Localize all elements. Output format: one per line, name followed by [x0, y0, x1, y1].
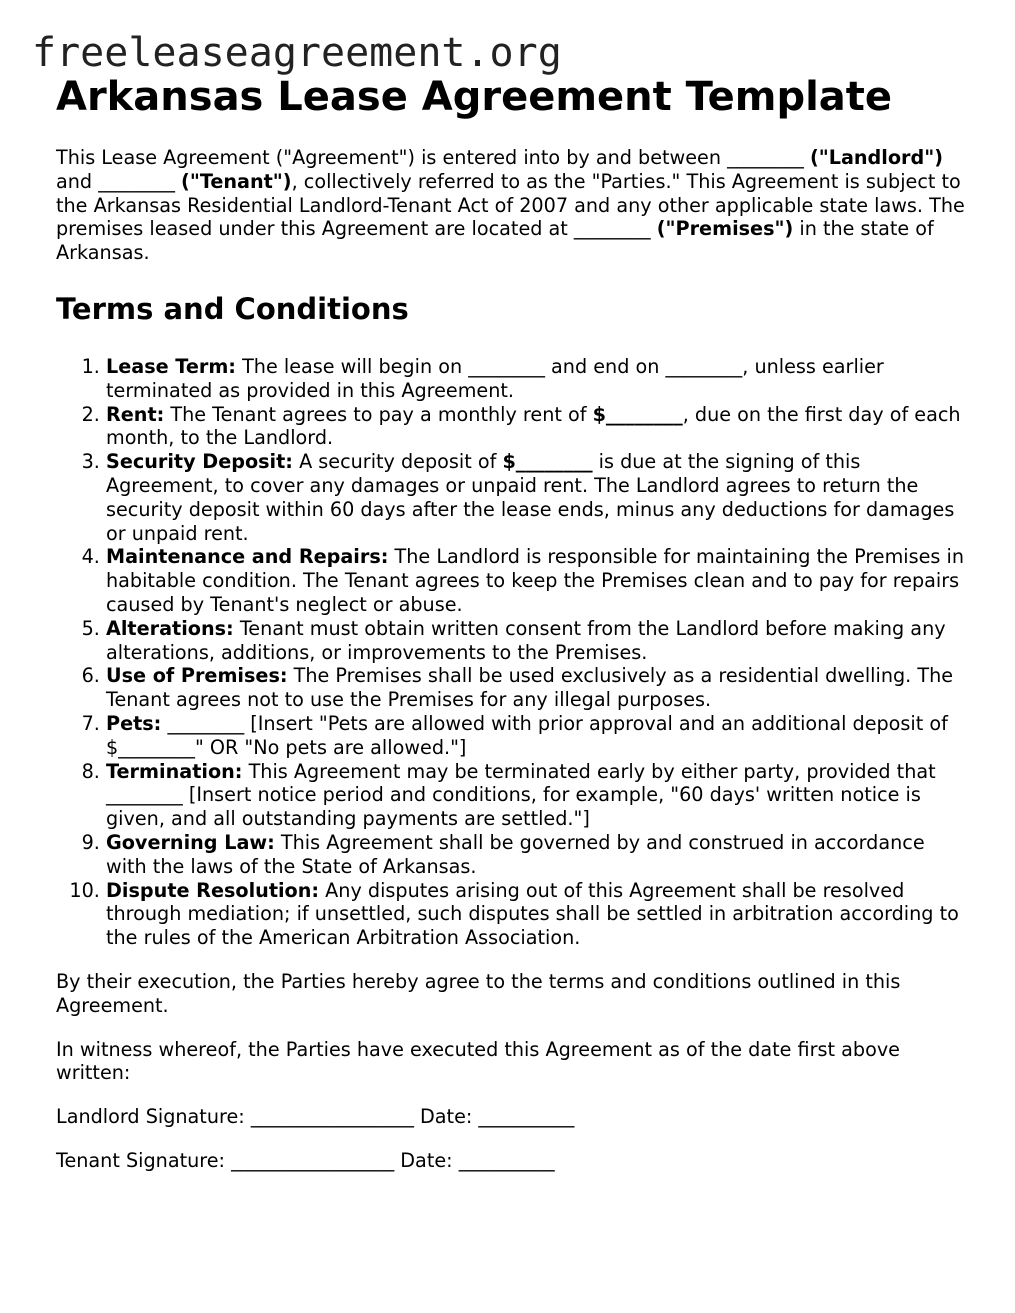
- term-text: The lease will begin on ________ and end on ________, unless earlier terminated as provided in this Agreement.: [106, 354, 884, 402]
- term-text: A security deposit of: [292, 450, 503, 474]
- term-label: Lease Term:: [106, 354, 236, 378]
- term-label: Alterations:: [106, 616, 234, 640]
- document-body: [56, 72, 966, 1173]
- term-alterations: [106, 617, 966, 665]
- term-label: Security Deposit:: [106, 450, 293, 474]
- intro-paragraph: [56, 146, 966, 265]
- term-text: Tenant must obtain written consent from the Landlord before making any alterations, additions, or improvements to the Premises.: [106, 616, 946, 664]
- deposit-amount-blank: $________: [502, 450, 593, 474]
- terms-heading: Terms and Conditions: [56, 291, 409, 326]
- term-text-continued: , due on the first day of each month, to the Landlord.: [106, 402, 961, 450]
- term-text: ________ [Insert "Pets are allowed with prior approval and an additional deposit of $________" OR "No pets are allowed."]: [106, 711, 948, 759]
- term-termination: [106, 760, 966, 831]
- term-label: Termination:: [106, 759, 243, 783]
- term-label: Dispute Resolution:: [106, 878, 320, 902]
- landlord-term: ("Landlord"): [809, 146, 944, 169]
- intro-text-3: , collectively referred to as the "Parties." This Agreement is subject to the Arkansas Residential Landlord-Tenant Act of 2007 and any other applicable state laws. The premises leased under this Agreement are located at ________: [56, 169, 965, 241]
- terms-list: [56, 355, 966, 950]
- witness-paragraph: In witness whereof, the Parties have executed this Agreement as of the date first above written:: [56, 1037, 900, 1085]
- term-label: Use of Premises:: [106, 664, 288, 688]
- term-pets: [106, 712, 966, 760]
- site-watermark: freeleaseagreement.org: [32, 30, 562, 76]
- term-text: The Landlord is responsible for maintaining the Premises in habitable condition. The Tenant agrees to keep the Premises clean and to pay for repairs caused by Tenant's neglect or abuse.: [106, 545, 964, 616]
- term-label: Maintenance and Repairs:: [106, 545, 389, 569]
- term-text: Any disputes arising out of this Agreement shall be resolved through mediation; if unsettled, such disputes shall be settled in arbitration according to the rules of the American Arbitration Association.: [106, 878, 959, 950]
- term-dispute-resolution: [106, 879, 966, 950]
- term-governing-law: [106, 831, 966, 879]
- rent-amount-blank: $________: [592, 402, 683, 426]
- term-use-of-premises: [106, 664, 966, 712]
- term-text-continued: is due at the signing of this Agreement, to cover any damages or unpaid rent. The Landlord agrees to return the security deposit within 60 days after the lease ends, minus any deductions for damages or unpaid rent.: [106, 450, 955, 545]
- term-lease-term: [106, 355, 966, 403]
- closing-paragraph: By their execution, the Parties hereby agree to the terms and conditions outlined in this Agreement.: [56, 969, 901, 1017]
- term-text: The Tenant agrees to pay a monthly rent of: [164, 402, 593, 426]
- term-text: This Agreement may be terminated early by either party, provided that ________ [Insert notice period and conditions, for example, "60 days' written notice is given, and all outstanding payments are settled."]: [106, 759, 936, 831]
- term-maintenance: [106, 545, 966, 616]
- term-label: Governing Law:: [106, 830, 275, 854]
- term-text: The Premises shall be used exclusively as a residential dwelling. The Tenant agrees not to use the Premises for any illegal purposes.: [106, 664, 954, 712]
- term-label: Rent:: [106, 402, 165, 426]
- premises-term: ("Premises"): [656, 217, 794, 241]
- intro-text-2: and ________: [56, 169, 182, 193]
- intro-text-4: in the state of Arkansas.: [56, 217, 934, 265]
- term-label: Pets:: [106, 711, 162, 735]
- term-security-deposit: [106, 450, 966, 545]
- tenant-term: ("Tenant"): [181, 169, 292, 193]
- intro-text-1: This Lease Agreement ("Agreement") is entered into by and between ________: [56, 146, 810, 169]
- tenant-signature-line: Tenant Signature: _________________ Date: __________: [56, 1148, 555, 1172]
- landlord-signature-line: Landlord Signature: _________________ Date: __________: [56, 1105, 575, 1129]
- page-title: Arkansas Lease Agreement Template: [56, 74, 893, 120]
- term-text: This Agreement shall be governed by and construed in accordance with the laws of the State of Arkansas.: [106, 830, 925, 878]
- term-rent: [106, 403, 966, 451]
